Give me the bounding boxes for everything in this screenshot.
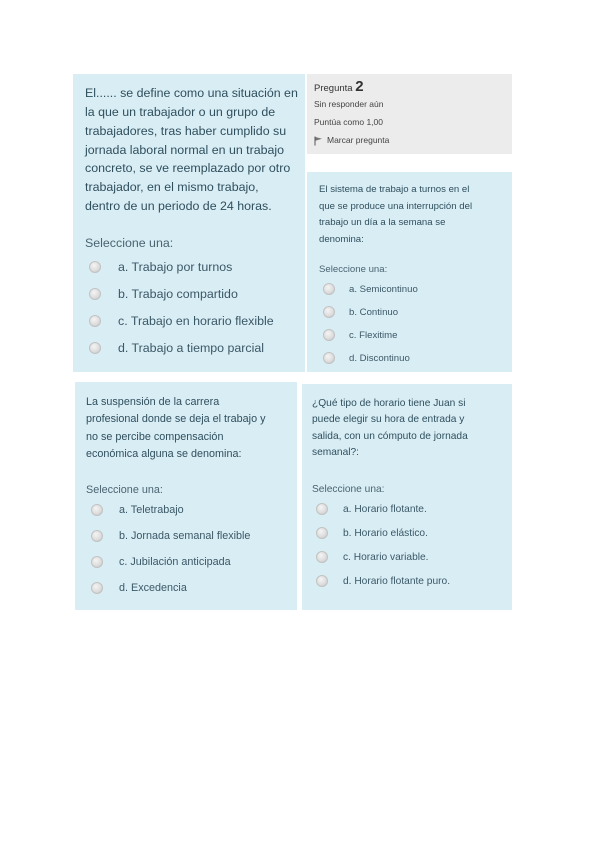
question-points: Puntúa como 1,00 [314, 117, 383, 127]
option-label[interactable]: d. Discontinuo [349, 352, 410, 364]
select-one-prompt: Seleccione una: [86, 484, 163, 496]
question-text-line: denomina: [319, 233, 364, 245]
question-text-line: que se produce una interrupción del [319, 200, 473, 212]
question-2-text [319, 182, 472, 248]
radio-button[interactable] [89, 342, 101, 354]
question-4-text [312, 396, 468, 461]
question-3-text [86, 394, 265, 463]
option-label[interactable]: b. Jornada semanal flexible [119, 530, 251, 542]
question-1-panel [73, 74, 305, 372]
question-text-line: no se percibe compensación [86, 430, 224, 443]
option-row[interactable] [316, 503, 427, 515]
question-4-panel [302, 384, 512, 610]
option-label[interactable]: c. Flexitime [349, 329, 398, 341]
option-label[interactable]: c. Horario variable. [343, 551, 429, 563]
option-label[interactable]: a. Trabajo por turnos [118, 260, 233, 274]
flag-question-link[interactable] [314, 135, 389, 145]
question-text-line: profesional donde se deja el trabajo y [86, 413, 266, 426]
question-text-line: puede elegir su hora de entrada y [312, 414, 465, 426]
radio-button[interactable] [91, 582, 103, 594]
option-row[interactable] [89, 260, 232, 274]
question-text-line: la que un trabajador o un grupo de [85, 104, 276, 119]
option-label[interactable]: a. Horario flotante. [343, 503, 427, 515]
question-2-panel [307, 172, 512, 372]
question-text-line: El sistema de trabajo a turnos en el [319, 184, 470, 195]
question-text-line: concreto, se ve reemplazado por otro [85, 161, 291, 176]
question-text-line: ¿Qué tipo de horario tiene Juan si [312, 398, 466, 409]
radio-button[interactable] [89, 261, 101, 273]
option-row[interactable] [323, 306, 398, 318]
option-row[interactable] [323, 329, 398, 341]
question-text-line: económica alguna se denomina: [86, 447, 242, 460]
option-row[interactable] [91, 582, 187, 594]
question-text-line: salida, con un cómputo de jornada [312, 430, 468, 442]
option-row[interactable] [316, 575, 450, 587]
flag-label[interactable]: Marcar pregunta [327, 135, 390, 145]
option-label[interactable]: c. Trabajo en horario flexible [118, 314, 274, 328]
question-text-line: La suspensión de la carrera [86, 396, 220, 408]
question-text-line: semanal?: [312, 446, 360, 458]
option-label[interactable]: a. Semicontinuo [349, 283, 418, 295]
option-row[interactable] [91, 530, 250, 542]
option-row[interactable] [316, 551, 429, 563]
option-row[interactable] [89, 314, 274, 328]
option-row[interactable] [316, 527, 428, 539]
flag-icon[interactable] [314, 136, 323, 145]
radio-button[interactable] [316, 551, 328, 563]
option-label[interactable]: b. Trabajo compartido [118, 287, 238, 301]
radio-button[interactable] [323, 306, 335, 318]
select-one-prompt: Seleccione una: [85, 236, 174, 250]
radio-button[interactable] [89, 315, 101, 327]
question-text-line: trabajadores, tras haber cumplido su [85, 123, 287, 138]
radio-button[interactable] [91, 530, 103, 542]
option-row[interactable] [323, 283, 418, 295]
option-row[interactable] [91, 556, 231, 568]
question-label: Pregunta [314, 83, 353, 94]
option-label[interactable]: d. Excedencia [119, 582, 187, 594]
question-info-box [307, 74, 512, 154]
option-row[interactable] [89, 287, 238, 301]
question-text-line: trabajador, en el mismo trabajo, [85, 180, 259, 195]
option-label[interactable]: b. Horario elástico. [343, 527, 428, 539]
radio-button[interactable] [316, 575, 328, 587]
option-label[interactable]: a. Teletrabajo [119, 504, 184, 516]
question-3-panel [75, 382, 297, 610]
question-number [314, 78, 364, 95]
question-text-line: El...... se define como una situación en [85, 86, 298, 100]
radio-button[interactable] [91, 556, 103, 568]
radio-button[interactable] [316, 503, 328, 515]
select-one-prompt: Seleccione una: [319, 264, 388, 275]
radio-button[interactable] [91, 504, 103, 516]
select-one-prompt: Seleccione una: [312, 484, 385, 495]
option-label[interactable]: d. Horario flotante puro. [343, 575, 451, 587]
option-label[interactable]: c. Jubilación anticipada [119, 556, 231, 568]
radio-button[interactable] [323, 352, 335, 364]
question-text-line: dentro de un periodo de 24 horas. [85, 199, 272, 214]
radio-button[interactable] [316, 527, 328, 539]
radio-button[interactable] [89, 288, 101, 300]
question-text-line: jornada laboral normal en un trabajo [85, 142, 285, 157]
option-label[interactable]: b. Continuo [349, 306, 399, 318]
question-number-value: 2 [355, 78, 364, 95]
option-row[interactable] [323, 352, 410, 364]
option-row[interactable] [89, 341, 264, 355]
radio-button[interactable] [323, 283, 335, 295]
option-label[interactable]: d. Trabajo a tiempo parcial [118, 341, 265, 355]
question-text-line: trabajo un día a la semana se [319, 217, 446, 228]
radio-button[interactable] [323, 329, 335, 341]
question-1-text [85, 84, 298, 216]
option-row[interactable] [91, 504, 184, 516]
question-status: Sin responder aún [314, 99, 384, 109]
